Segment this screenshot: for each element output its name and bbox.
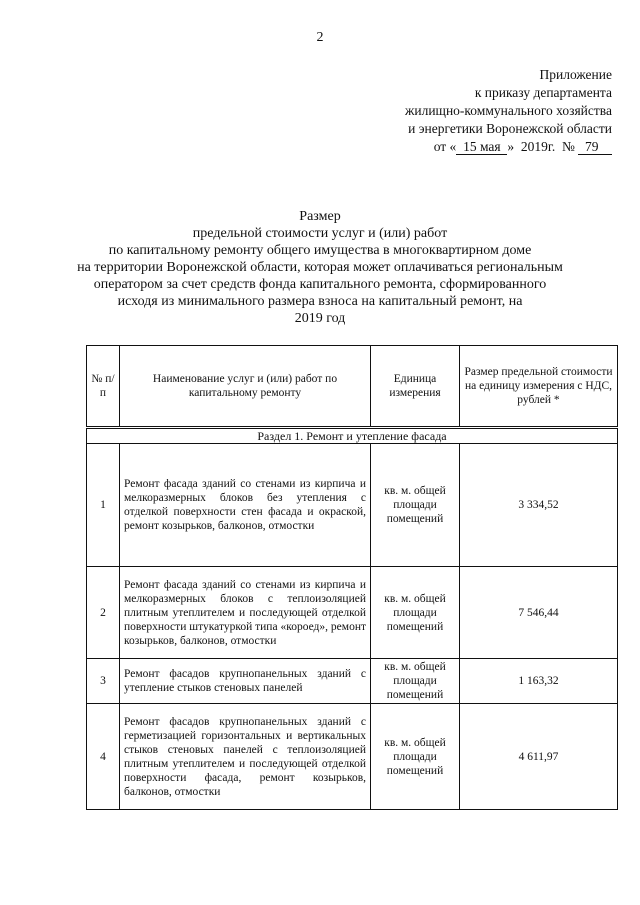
date-prefix: от « [433,139,457,154]
page-number: 2 [316,30,324,45]
row-num: 2 [87,567,120,659]
row-price: 3 334,52 [460,444,618,567]
row-unit: кв. м. общей площади помещений [371,659,460,704]
header-num: № п/п [87,346,120,428]
section-row [87,428,618,444]
table-header-row [87,346,618,428]
table-row [87,659,618,704]
row-unit: кв. м. общей площади помещений [371,444,460,567]
header-name: Наименование услуг и (или) работ по капитальному ремонту [120,346,371,428]
title-line-7: 2019 год [294,311,346,326]
appendix-line-1: Приложение [539,67,612,82]
appendix-block [405,66,612,156]
title-line-4: на территории Воронежской области, которая может оплачиваться региональным [77,260,563,275]
row-unit: кв. м. общей площади помещений [371,704,460,810]
row-num: 3 [87,659,120,704]
row-name: Ремонт фасада зданий со стенами из кирпича и мелкоразмерных блоков с теплоизоляцией плитным утеплителем и последующей отделкой поверхности штукатуркой типа «короед», ремонт козырьков, балконов, отмостки [120,567,371,659]
title-line-6: исходя из минимального размера взноса на капитальный ремонт, на [117,294,523,309]
appendix-line-2: к приказу департамента [474,85,612,100]
row-name: Ремонт фасада зданий со стенами из кирпича и мелкоразмерных блоков без утепления с отделкой поверхности стен фасада и окраской, ремонт козырьков, балконов, отмостки [120,444,371,567]
document-title [0,208,640,327]
row-num: 1 [87,444,120,567]
title-line-2: предельной стоимости услуг и (или) работ [192,226,448,241]
table-row [87,444,618,567]
appendix-line-3: жилищно-коммунального хозяйства [405,103,612,118]
date-day: 15 мая [456,139,508,154]
row-price: 4 611,97 [460,704,618,810]
cost-table [86,345,618,810]
header-price: Размер предельной стоимости на единицу измерения с НДС, рублей * [460,346,618,428]
appendix-line-4: и энергетики Воронежской области [408,121,612,136]
title-line-1: Размер [299,209,341,224]
header-unit: Единица измерения [371,346,460,428]
appendix-date-line [405,138,612,156]
row-num: 4 [87,704,120,810]
row-name: Ремонт фасадов крупнопанельных зданий с утепление стыков стеновых панелей [120,659,371,704]
section-title: Раздел 1. Ремонт и утепление фасада [87,428,618,444]
row-price: 7 546,44 [460,567,618,659]
table-row [87,704,618,810]
title-line-5: оператором за счет средств фонда капитального ремонта, сформированного [93,277,547,292]
order-number: 79 [578,139,612,154]
table-row [87,567,618,659]
row-name: Ремонт фасадов крупнопанельных зданий с герметизацией горизонтальных и вертикальных стыков стеновых панелей с теплоизоляцией плитным утеплителем и последующей отделкой поверхности фасада, ремонт козырьков, балконов, отмостки [120,704,371,810]
row-unit: кв. м. общей площади помещений [371,567,460,659]
title-line-3: по капитальному ремонту общего имущества в многоквартирном доме [108,243,532,258]
date-mid: » 2019г. № [507,139,575,154]
row-price: 1 163,32 [460,659,618,704]
